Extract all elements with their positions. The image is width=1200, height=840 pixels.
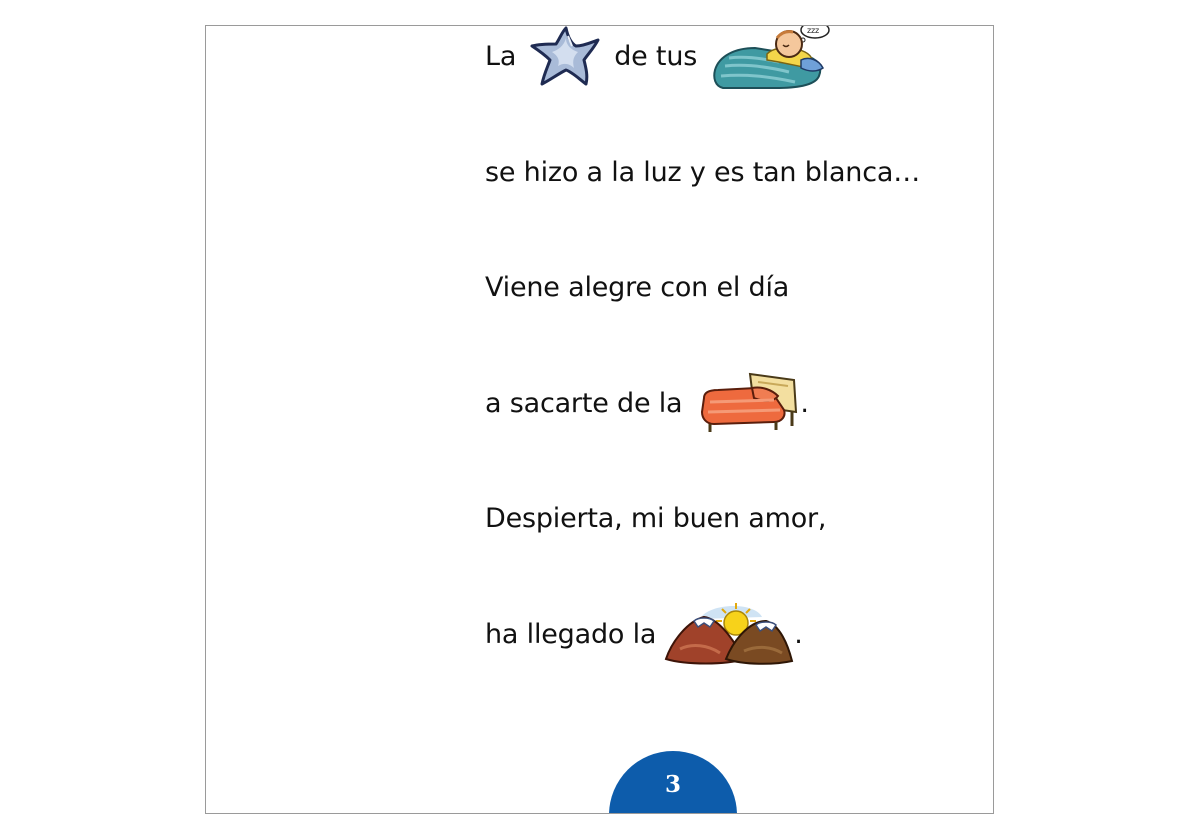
svg-text:zzz: zzz bbox=[807, 26, 820, 35]
text-line-2 bbox=[485, 142, 920, 202]
page-number: 3 bbox=[664, 771, 681, 798]
bed-icon bbox=[696, 368, 800, 438]
text-line-1 bbox=[485, 26, 835, 86]
text-line-3 bbox=[485, 257, 789, 317]
text-line-6 bbox=[485, 604, 803, 664]
line-6-period: . bbox=[794, 618, 803, 650]
line-2-text: se hizo a la luz y es tan blanca… bbox=[485, 156, 921, 188]
page-number-badge bbox=[609, 751, 737, 814]
line-1-words-de-tus: de tus bbox=[614, 40, 698, 72]
text-line-4 bbox=[485, 373, 809, 433]
star-icon bbox=[528, 25, 602, 88]
line-1-word-la: La bbox=[485, 40, 517, 72]
line-6-words: ha llegado la bbox=[485, 618, 657, 650]
sunrise-mountains-icon bbox=[664, 599, 794, 669]
line-4-words: a sacarte de la bbox=[485, 387, 683, 419]
book-page bbox=[205, 25, 994, 814]
line-5-text: Despierta, mi buen amor, bbox=[485, 502, 827, 534]
sleeping-child-icon bbox=[705, 25, 835, 92]
line-4-period: . bbox=[800, 387, 809, 419]
line-3-text: Viene alegre con el día bbox=[485, 271, 790, 303]
text-line-5 bbox=[485, 488, 826, 548]
